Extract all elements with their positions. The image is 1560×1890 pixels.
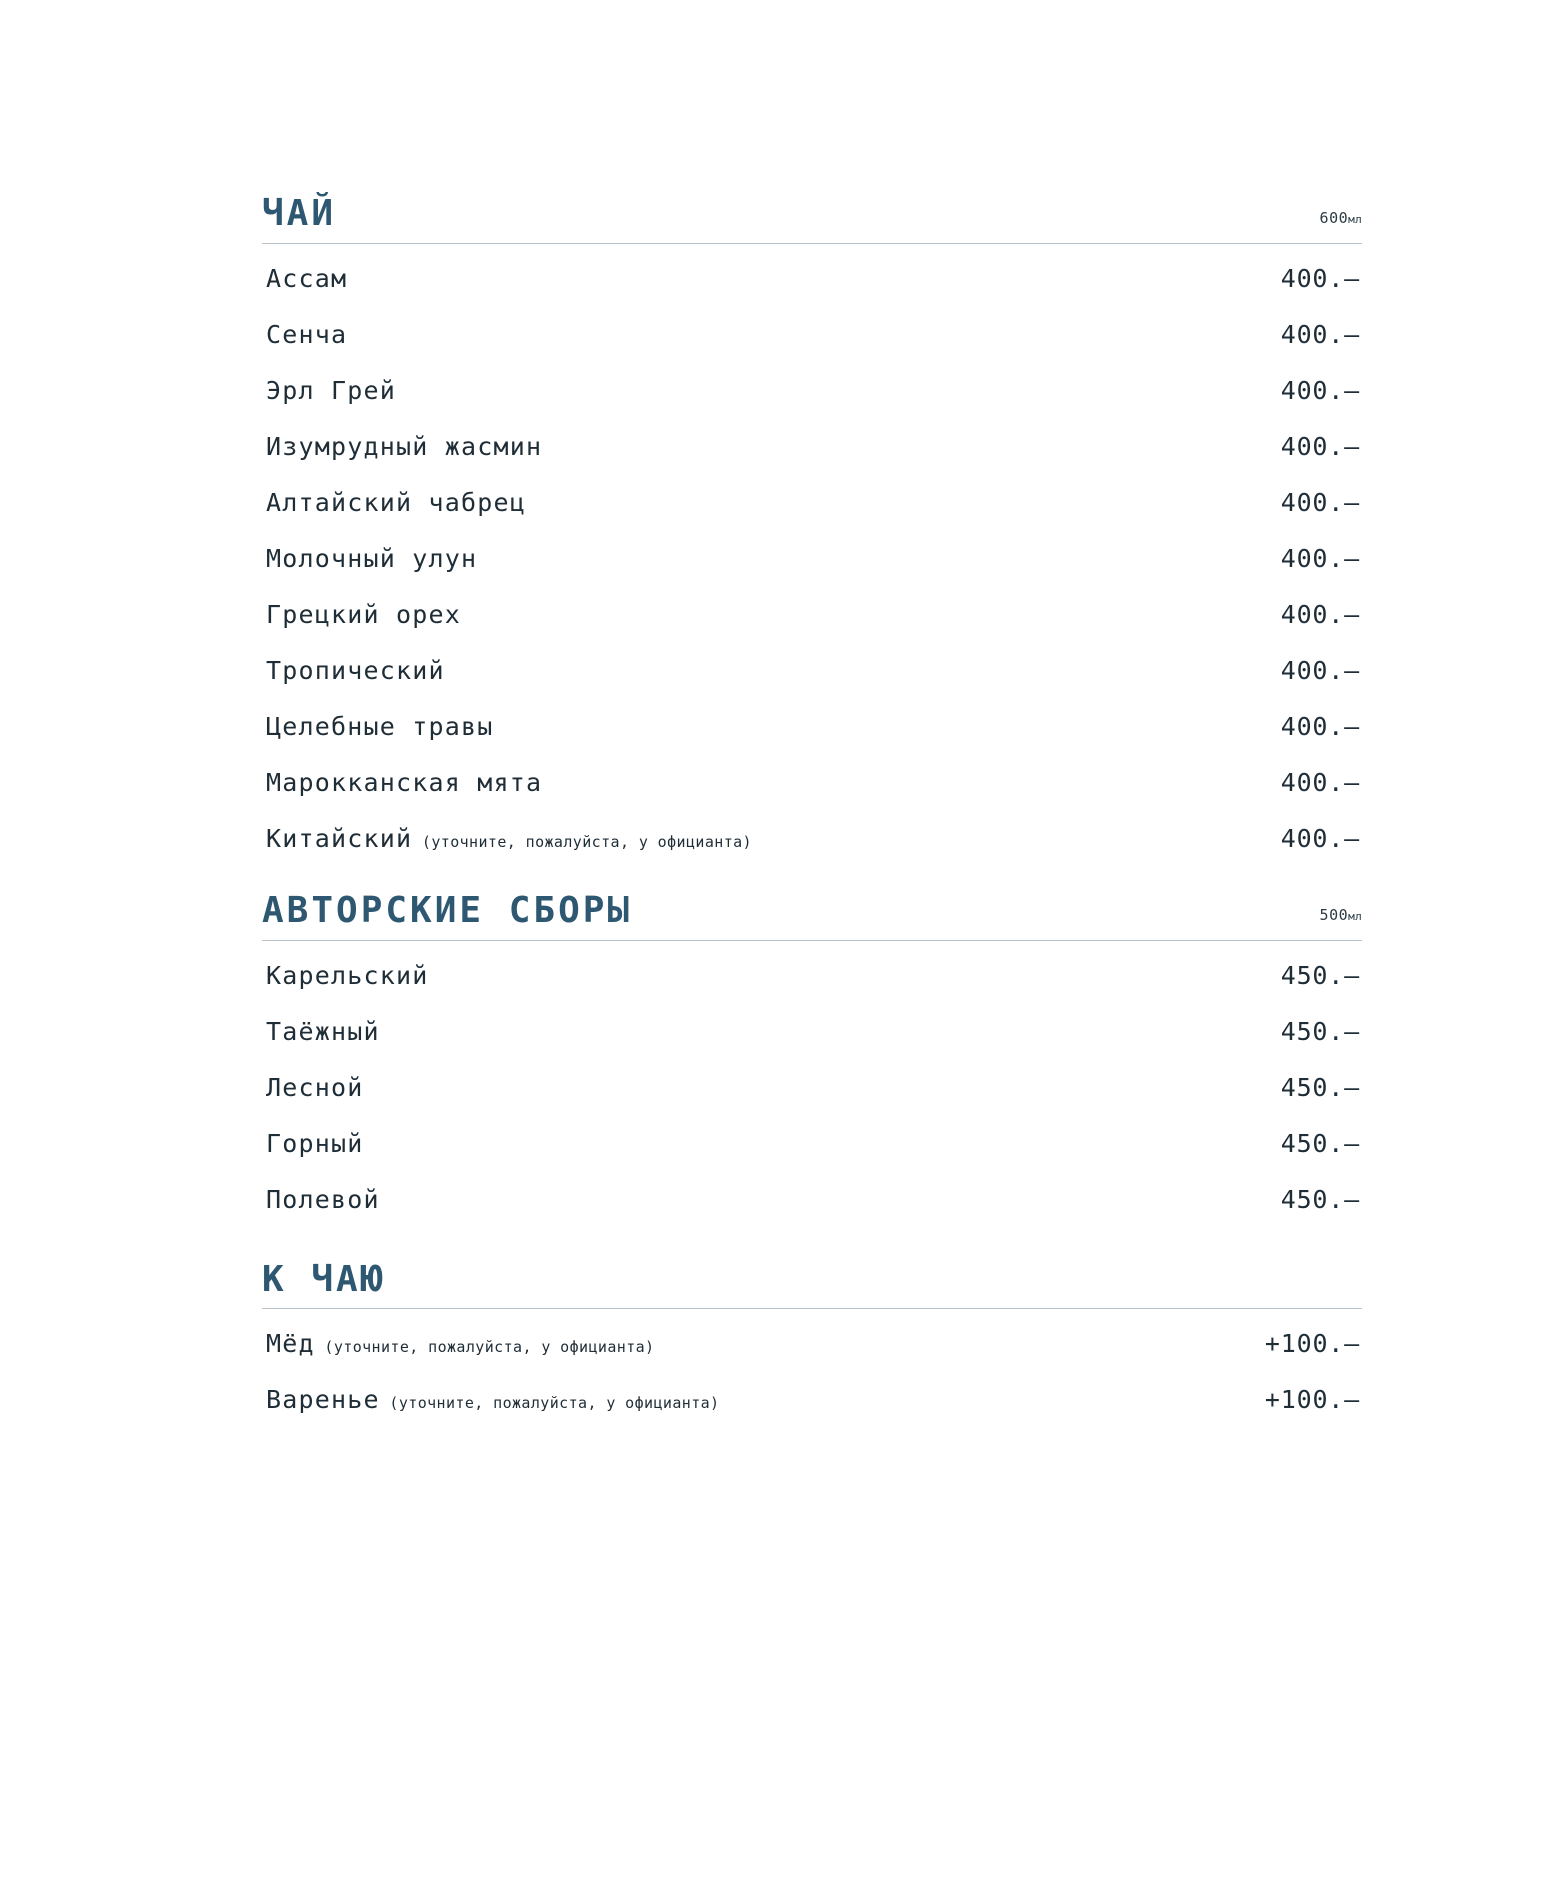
menu-item-name: Молочный улун <box>266 543 478 573</box>
menu-item-name: Полевой <box>266 1184 380 1214</box>
section-header <box>262 1258 1362 1309</box>
menu-item-price: 400.— <box>1280 767 1360 797</box>
menu-item-price: 400.— <box>1280 487 1360 517</box>
menu-section-signature-blends <box>262 889 1362 1227</box>
menu-item-name: Изумрудный жасмин <box>266 431 543 461</box>
menu-item-label <box>262 824 752 853</box>
menu-item <box>262 250 1362 306</box>
menu-item-price: 400.— <box>1280 711 1360 741</box>
menu-item <box>262 418 1362 474</box>
menu-item <box>262 698 1362 754</box>
menu-item <box>262 474 1362 530</box>
menu-item-name: Марокканская мята <box>266 767 543 797</box>
menu-item-note: (уточните, пожалуйста, у официанта) <box>324 1338 655 1357</box>
menu-item-name: Карельский <box>266 960 429 990</box>
menu-item-name: Грецкий орех <box>266 599 462 629</box>
menu-item-price: 400.— <box>1280 823 1360 853</box>
section-volume-unit: мл <box>1348 909 1362 923</box>
section-volume <box>1320 906 1362 930</box>
section-divider <box>262 243 1362 244</box>
section-volume-value: 600 <box>1319 208 1349 227</box>
menu-section-tea <box>262 195 1362 866</box>
menu-content <box>262 195 1362 1427</box>
menu-item-note: (уточните, пожалуйста, у официанта) <box>389 1394 720 1413</box>
menu-item-price: 400.— <box>1280 655 1360 685</box>
section-volume <box>1320 209 1362 233</box>
section-title: К ЧАЮ <box>262 1258 386 1300</box>
menu-item <box>262 306 1362 362</box>
menu-item-price: 450.— <box>1280 1016 1360 1046</box>
menu-item <box>262 362 1362 418</box>
menu-item-price: 400.— <box>1280 431 1360 461</box>
menu-item <box>262 586 1362 642</box>
menu-item-name: Ассам <box>266 263 348 293</box>
menu-item-price: 400.— <box>1280 599 1360 629</box>
menu-item-price: 450.— <box>1280 1128 1360 1158</box>
menu-item-name: Алтайский чабрец <box>266 487 527 517</box>
section-title: ЧАЙ <box>262 193 337 234</box>
menu-item-price: +100.— <box>1264 1385 1360 1415</box>
section-title: АВТОРСКИЕ СБОРЫ <box>262 889 633 931</box>
menu-item <box>262 1059 1362 1115</box>
menu-item <box>262 1371 1362 1427</box>
menu-item-name: Тропический <box>266 655 445 685</box>
menu-item <box>262 1171 1362 1227</box>
menu-item-price: 450.— <box>1280 1184 1360 1214</box>
spacer <box>262 866 1362 892</box>
menu-item-name: Эрл Грей <box>266 375 397 405</box>
section-header <box>262 195 1362 243</box>
menu-item-price: 450.— <box>1280 1072 1360 1102</box>
menu-item <box>262 810 1362 866</box>
menu-item-price: 400.— <box>1280 543 1360 573</box>
menu-item <box>262 947 1362 1003</box>
section-divider <box>262 940 1362 941</box>
menu-item <box>262 1315 1362 1371</box>
menu-item-list <box>262 250 1362 866</box>
menu-item <box>262 1115 1362 1171</box>
menu-item <box>262 530 1362 586</box>
section-volume-unit: мл <box>1348 212 1362 226</box>
menu-section-tea-accompaniments <box>262 1258 1362 1428</box>
menu-item-price: +100.— <box>1264 1329 1360 1359</box>
menu-item-price: 450.— <box>1280 960 1360 990</box>
menu-item-name: Мёд <box>266 1329 315 1359</box>
menu-item-list <box>262 947 1362 1227</box>
menu-item-price: 400.— <box>1280 263 1360 293</box>
menu-item-name: Лесной <box>266 1072 364 1102</box>
section-volume-value: 500 <box>1319 905 1349 924</box>
menu-item-name: Варенье <box>266 1385 380 1415</box>
menu-item-price: 400.— <box>1280 375 1360 405</box>
menu-item-name: Таёжный <box>266 1016 380 1046</box>
section-divider <box>262 1308 1362 1309</box>
menu-item-name: Горный <box>266 1128 364 1158</box>
section-header <box>262 889 1362 940</box>
menu-item-name: Целебные травы <box>266 711 494 741</box>
menu-item-name: Сенча <box>266 319 348 349</box>
menu-item-note: (уточните, пожалуйста, у официанта) <box>421 832 752 851</box>
menu-item-name: Китайский <box>266 823 413 853</box>
menu-item <box>262 754 1362 810</box>
spacer <box>262 1227 1362 1261</box>
menu-item-label <box>262 1329 654 1358</box>
menu-item <box>262 642 1362 698</box>
menu-item-label <box>262 1385 719 1414</box>
menu-item-list <box>262 1315 1362 1427</box>
menu-item <box>262 1003 1362 1059</box>
menu-item-price: 400.— <box>1280 319 1360 349</box>
